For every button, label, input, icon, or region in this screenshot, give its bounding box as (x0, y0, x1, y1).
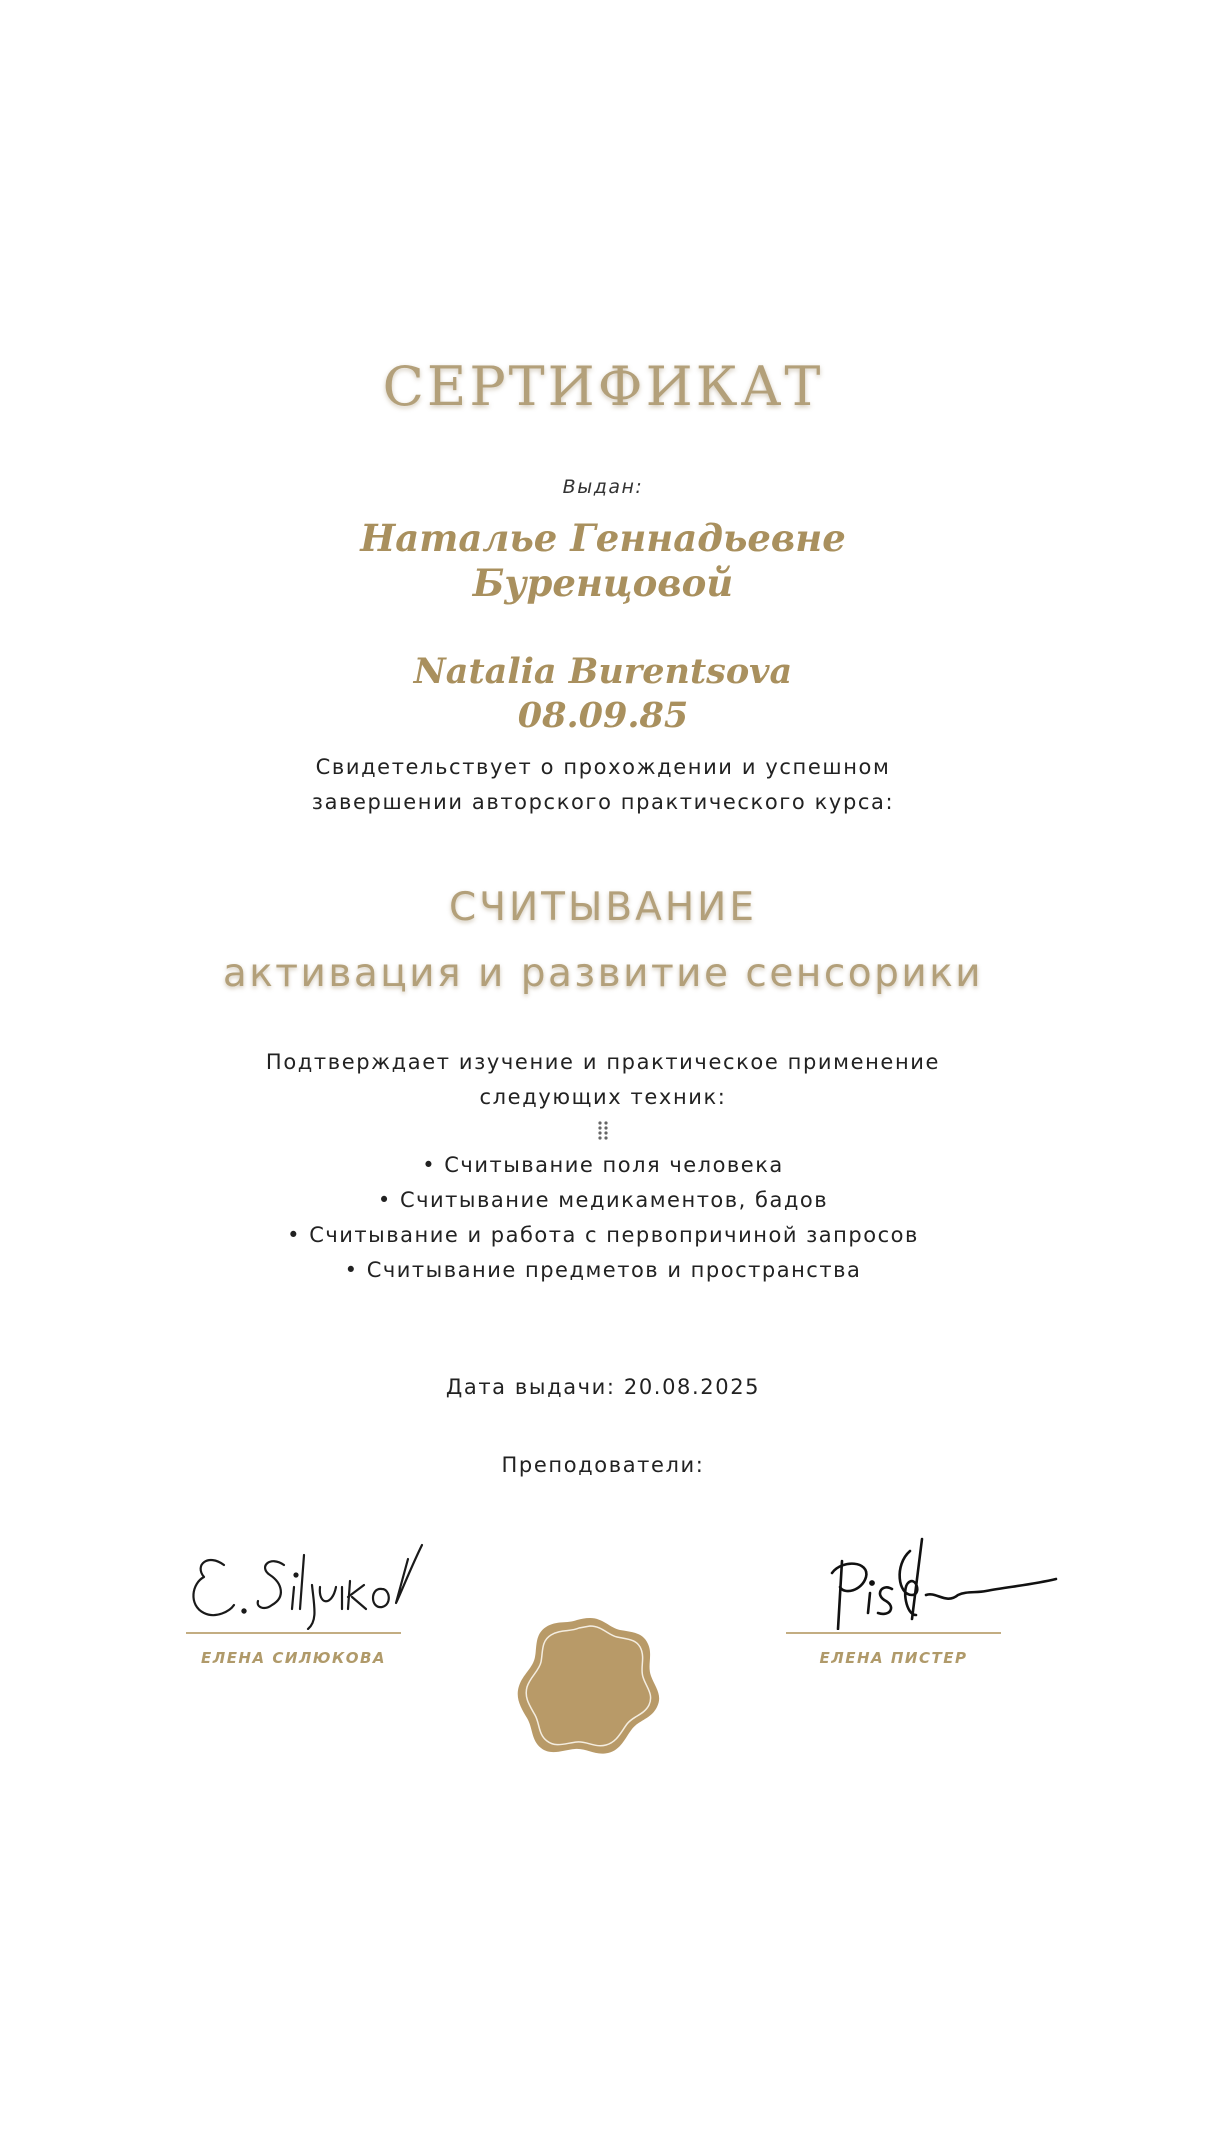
signature-right-image (786, 1525, 1066, 1630)
confirmation-line1: Подтверждает изучение и практическое применение (265, 1050, 941, 1074)
recipient-name-ru (0, 516, 1206, 606)
wax-seal-icon (515, 1610, 665, 1764)
techniques-list (0, 1148, 1206, 1288)
recipient-name-en: Natalia Burentsova (413, 651, 793, 692)
technique-item: • Считывание медикаментов, бадов (377, 1188, 829, 1212)
technique-item: • Считывание и работа с первопричиной запросов (287, 1223, 919, 1247)
statement (0, 750, 1206, 820)
course-title: СЧИТЫВАНИЕ (449, 885, 757, 930)
certificate-title: СЕРТИФИКАТ (382, 355, 824, 418)
signature-right (786, 1525, 1001, 1675)
teachers-label: Преподователи: (501, 1453, 705, 1477)
statement-line2: завершении авторского практического курса: (311, 790, 895, 814)
issued-label: Выдан: (562, 476, 644, 498)
signature-left (186, 1525, 401, 1675)
recipient-name-ru-line2: Буренцовой (472, 561, 734, 605)
teacher-left-name: ЕЛЕНА СИЛЮКОВА (200, 1649, 387, 1667)
technique-item: • Считывание предметов и пространства (344, 1258, 862, 1282)
course-subtitle: активация и развитие сенсорики (222, 951, 984, 996)
teacher-right-name: ЕЛЕНА ПИСТЕР (819, 1649, 968, 1667)
recipient-birth-date: 08.09.85 (517, 695, 689, 736)
technique-item: • Считывание поля человека (422, 1153, 784, 1177)
signature-left-line (186, 1632, 401, 1634)
signature-right-line (786, 1632, 1001, 1634)
confirmation (0, 1045, 1206, 1115)
confirmation-line2: следующих техник: (479, 1085, 727, 1109)
statement-line1: Свидетельствует о прохождении и успешном (315, 755, 891, 779)
braille-dots-icon (0, 1120, 1206, 1147)
recipient-name-en-block (0, 650, 1206, 738)
recipient-name-ru-line1: Наталье Геннадьевне (360, 516, 846, 560)
issue-date: Дата выдачи: 20.08.2025 (445, 1375, 761, 1399)
signature-left-image (186, 1525, 426, 1630)
